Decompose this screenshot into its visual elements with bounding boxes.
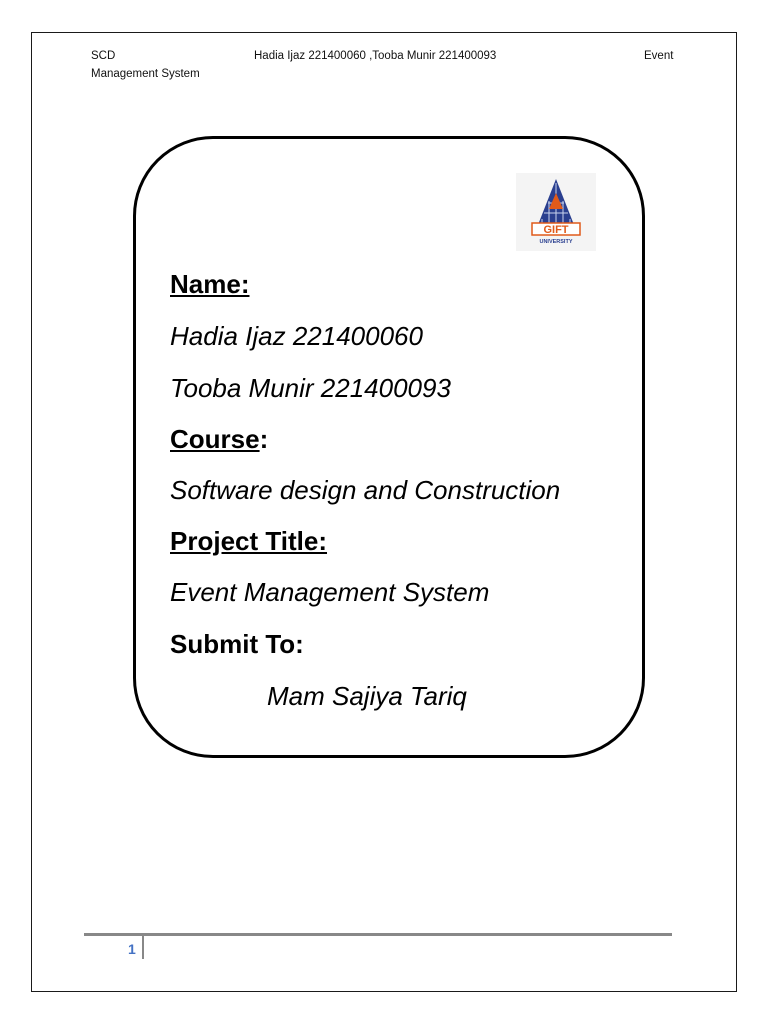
university-logo xyxy=(516,173,596,251)
project-title-value: Event Management System xyxy=(170,577,490,607)
name-label: Name: xyxy=(170,269,250,299)
header-center-text: Hadia Ijaz 221400060 ,Tooba Munir 221400093 xyxy=(254,50,497,62)
logo-subtext: UNIVERSITY xyxy=(539,239,573,245)
footer-divider xyxy=(84,933,672,936)
course-colon: : xyxy=(259,424,269,454)
header-left-text-line2: Management System xyxy=(91,68,200,80)
header-left-text: SCD xyxy=(91,50,116,62)
student-1: Hadia Ijaz 221400060 xyxy=(170,321,423,351)
course-label: Course xyxy=(170,424,260,454)
student-2: Tooba Munir 221400093 xyxy=(170,373,451,403)
header-right-text: Event xyxy=(644,50,674,62)
project-title-label: Project Title: xyxy=(170,526,328,556)
submit-to-value: Mam Sajiya Tariq xyxy=(267,681,467,711)
document-page xyxy=(31,32,737,992)
gift-logo-icon xyxy=(516,173,596,251)
page-number-separator xyxy=(142,935,144,959)
course-value: Software design and Construction xyxy=(170,475,561,505)
submit-to-label: Submit To: xyxy=(170,629,304,659)
cover-card xyxy=(133,136,645,758)
page-number: 1 xyxy=(128,941,136,957)
course-heading xyxy=(170,423,268,455)
logo-text: GIFT xyxy=(543,224,569,236)
